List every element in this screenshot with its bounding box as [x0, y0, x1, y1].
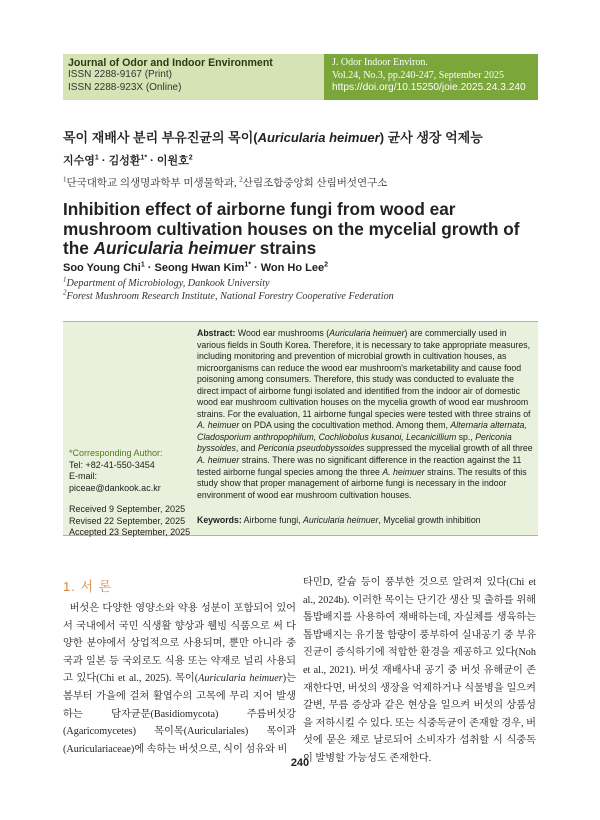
accepted-date: Accepted 23 September, 2025: [69, 527, 191, 537]
abstract-box: [63, 321, 538, 536]
journal-header: [63, 54, 538, 100]
received-date: Received 9 September, 2025: [69, 504, 186, 514]
korean-title: 목이 재배사 분리 부유진균의 목이(Auricularia heimuer) 균사 생장 억제능: [63, 130, 483, 145]
keywords: Keywords: Airborne fungi, Auricularia heimuer, Mycelial growth inhibition: [197, 515, 481, 525]
english-authors: Soo Young Chi$^1$ · Seong Hwan Kim$^{1*}$ · Won Ho Lee$^2$: [63, 261, 329, 274]
korean-affiliations: $^1$단국대학교 의생명과학부 미생물학과, $^2$산림조합중앙회 산림버섯연구소: [63, 175, 388, 189]
body-column-right: 타민D, 칼슘 등이 풍부한 것으로 알려져 있다(Chi et al., 2024b). 이러한 목이는 단기간 생산 및 출하를 위해 톱밥배지를 사용하여 재배하는데, 자실체를 생육하는 톱밥배지는 유기물 함량이 풍부하여 실내공기 중 부유진균이 증식하기에 적합한 환경을 제공하고 있다(Noh et al., 2021). 버섯 재배사내 공기 중 버섯 유해균이 존재한다면, 버섯의 생장을 억제하거나 식물병을 일으켜 갈변, 무름 증상과 같은 현상을 일으켜 버섯의 상품성을 저하시킬 수 있다. 또는 식중독균이 존재할 경우, 버섯에 묻은 채로 날로되어 소비자가 섭취할 시 식중독이 발병할 가능성도 존재한다.: [303, 577, 536, 764]
abstract-text: Abstract: Wood ear mushrooms (Auricularia heimuer) are commercially used in various fields in South Korea. Therefore, it is necessary to take appropriate measures, including monitoring and prevention of microbial growth in cultivation houses, as microorganisms can reduce the wood ear mushroom's marketability and cause food poisoning among consumers. Therefore, this study was conducted to evaluate the direct impact of airborne fungi isolated and identified from the indoor air of domestic wood ear mushroom cultivation houses on the mycelia growth of wood ear mushroom strains. For the evaluation, 11 airborne fungal species were tested with three strains of A. heimuer on PDA using the cocultivation method. Among them, Alternaria alternata, Cladosporium anthropophilum, Cochliobolus kusanoi, Lecanicillium sp., Periconia byssoides, and Periconia pseudobyssoides suppressed the mycelial growth of all three A. heimuer strains. There was no significant difference in the reaction against the 11 tested airborne fungal species among the three A. heimuer strains. The results of this study show that proper management of airborne fungi is necessary in the indoor environment of wood ear mushroom cultivation houses.: [197, 328, 533, 500]
author-tel: Tel: +82-41-550-3454: [69, 459, 155, 470]
author-email[interactable]: E-mail: piceae@dankook.ac.kr: [69, 471, 161, 493]
korean-authors: 지수영$^1$ · 김성환$^{1*}$ · 이원호$^2$: [63, 154, 193, 167]
journal-info-panel: [63, 54, 324, 100]
citation-info-panel: [324, 54, 538, 100]
section-title-introduction: 1. 서 론: [63, 579, 113, 594]
english-affiliation-2: $^2$Forest Mushroom Research Institute, National Forestry Cooperative Federation: [63, 288, 394, 302]
doi-link[interactable]: https://doi.org/10.15250/joie.2025.24.3.240: [332, 82, 526, 93]
issn-print: ISSN 2288-9167 (Print): [68, 69, 172, 80]
english-title: Inhibition effect of airborne fungi from wood ear mushroom cultivation houses on the mycelial growth of the Auricularia heimuer strains: [63, 199, 520, 258]
body-column-left: 버섯은 다양한 영양소와 약용 성분이 포함되어 있어서 국내에서 국민 식생활 향상과 웰빙 식품으로 써 다양한 분야에서 상업적으로 사용되며, 뿐만 아니라 중국과 일본 등 국외로도 식용 또는 약재로 널리 사용되고 있다(Chi et al., 2025). 목이(Auricularia heimuer)는 봄부터 가을에 걸쳐 활엽수의 고목에 무리 지어 발생하는 담자균문(Basidiomycota) 주름버섯강(Agaricomycetes) 목이목(Auriculariales) 목이과(Auriculariaceae)에 속하는 버섯으로, 식이 섬유와 비: [63, 603, 297, 755]
issn-online: ISSN 2288-923X (Online): [68, 81, 182, 93]
page-number: 240: [290, 757, 310, 769]
journal-name: Journal of Odor and Indoor Environment: [68, 57, 273, 69]
article-sidebar: [69, 448, 191, 539]
journal-abbrev: J. Odor Indoor Environ.: [332, 57, 428, 68]
volume-info: Vol.24, No.3, pp.240-247, September 2025: [332, 69, 505, 81]
revised-date: Revised 22 September, 2025: [69, 515, 186, 526]
corresponding-author-label: *Corresponding Author:: [69, 448, 163, 458]
english-affiliation-1: $^1$Department of Microbiology, Dankook University: [63, 275, 270, 289]
